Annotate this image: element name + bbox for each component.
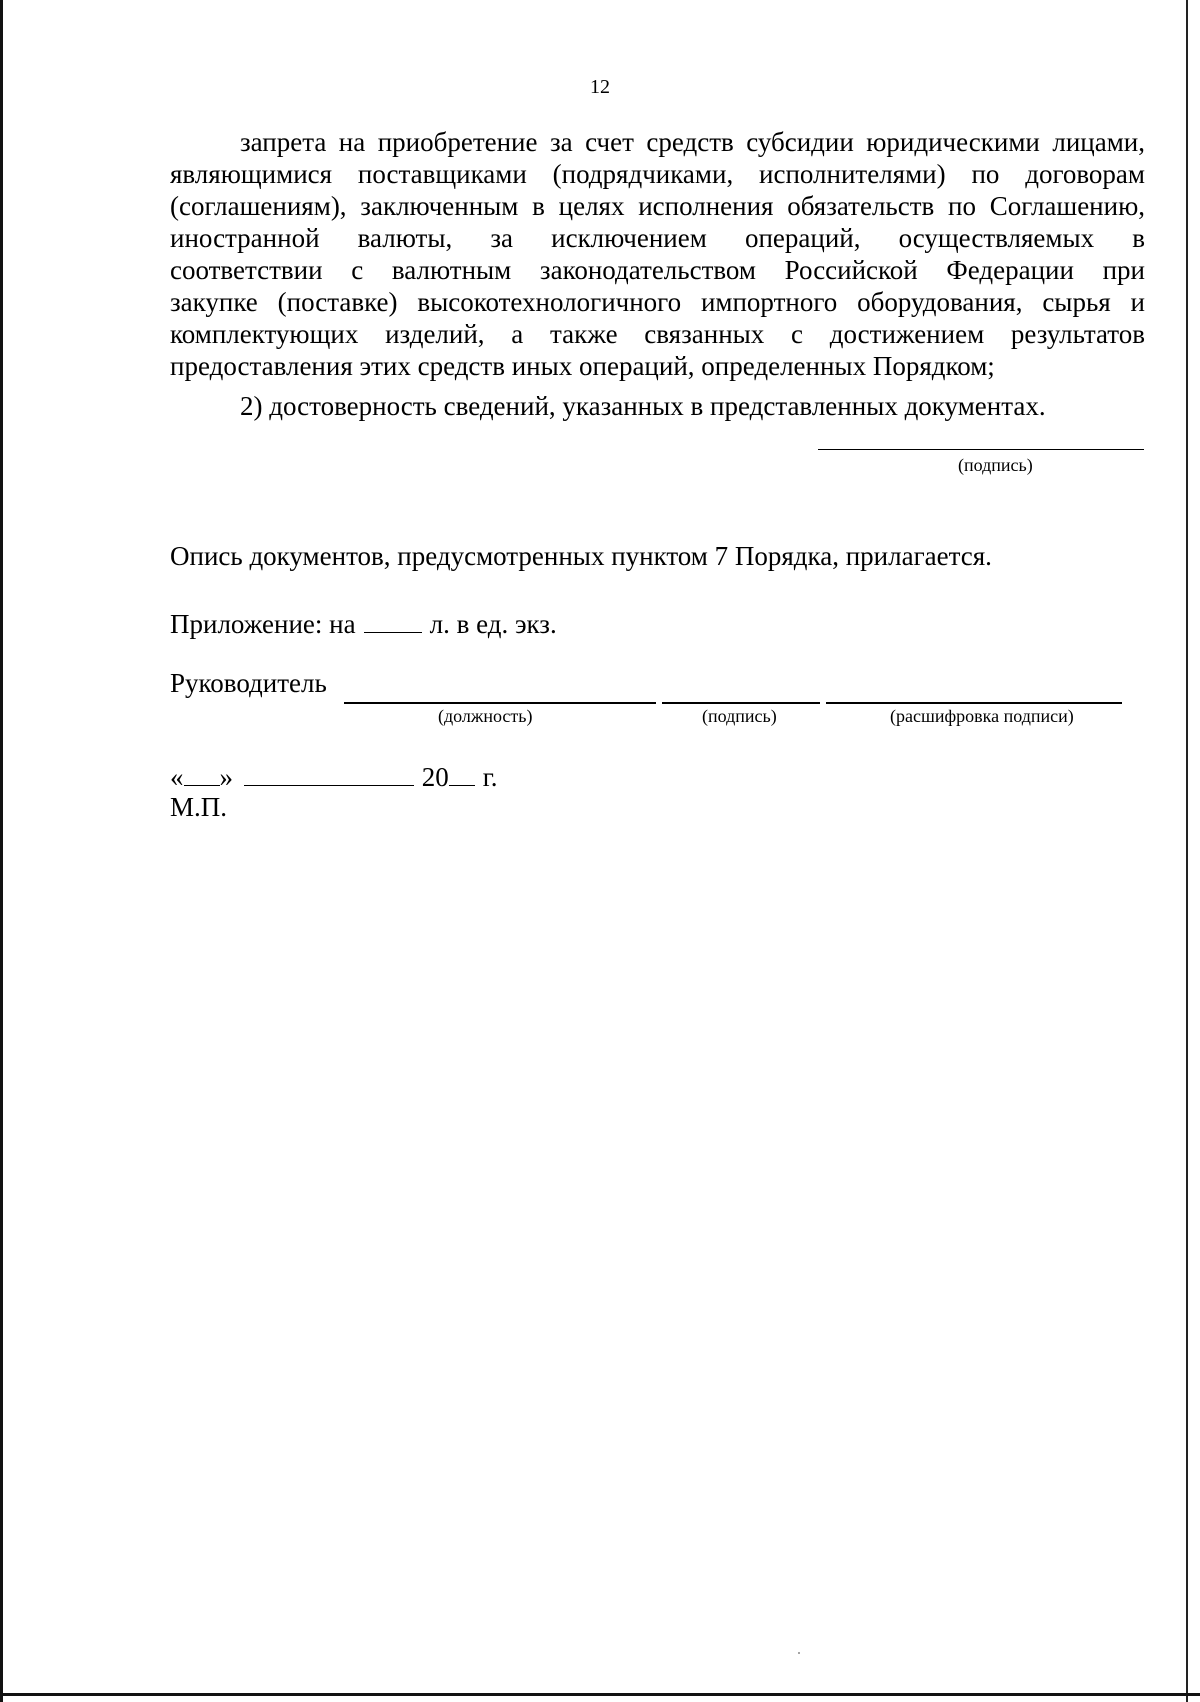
head-label: Руководитель	[170, 668, 327, 698]
page-number: 12	[590, 76, 610, 98]
paragraph-prohibition	[170, 126, 1145, 382]
signature-line-top	[818, 449, 1144, 450]
year-prefix: 20	[421, 762, 449, 792]
signature-caption-top: (подпись)	[958, 455, 1033, 475]
year-blank	[449, 763, 475, 786]
paragraph-line: являющимися поставщиками (подрядчиками, исполнителями) по договорам	[170, 159, 1145, 189]
year-suffix: г.	[482, 762, 498, 792]
appendix-suffix: л. в ед. экз.	[429, 609, 557, 639]
day-blank	[184, 763, 220, 786]
scan-edge-left	[0, 0, 3, 1702]
inventory-note: Опись документов, предусмотренных пунктом 7 Порядка, прилагается.	[170, 541, 992, 571]
appendix-line	[170, 609, 557, 640]
paragraph-line: соответствии с валютным законодательством Российской Федерации при	[170, 255, 1145, 285]
signature-decoding-line	[826, 702, 1122, 704]
paragraph-line: закупке (поставке) высокотехнологичного импортного оборудования, сырья и	[170, 287, 1145, 317]
signature-decoding-caption: (расшифровка подписи)	[890, 706, 1074, 726]
paragraph-line: предоставления этих средств иных операций, определенных Порядком;	[170, 351, 995, 381]
paragraph-line: иностранной валюты, за исключением операций, осуществляемых в	[170, 223, 1145, 253]
appendix-pages-blank	[364, 610, 422, 633]
month-blank	[244, 763, 414, 786]
scan-edge-bottom	[0, 1693, 1200, 1696]
head-signature-line	[662, 702, 820, 704]
appendix-prefix: Приложение: на	[170, 609, 356, 639]
paragraph-line: (соглашениям), заключенным в целях исполнения обязательств по Соглашению,	[170, 191, 1145, 221]
date-line	[170, 762, 498, 793]
paragraph-line: комплектующих изделий, а также связанных с достижением результатов	[170, 319, 1145, 349]
item-2-reliability: 2) достоверность сведений, указанных в представленных документах.	[240, 391, 1046, 421]
paragraph-line: запрета на приобретение за счет средств субсидии юридическими лицами,	[240, 127, 1145, 157]
head-signature-caption: (подпись)	[702, 706, 777, 726]
scan-edge-right	[1186, 0, 1188, 1702]
scan-speck	[798, 1652, 800, 1654]
position-line	[344, 702, 656, 704]
position-caption: (должность)	[438, 706, 533, 726]
date-close-quote: »	[219, 762, 233, 792]
stamp-place: М.П.	[170, 792, 228, 822]
date-open-quote: «	[170, 762, 184, 792]
